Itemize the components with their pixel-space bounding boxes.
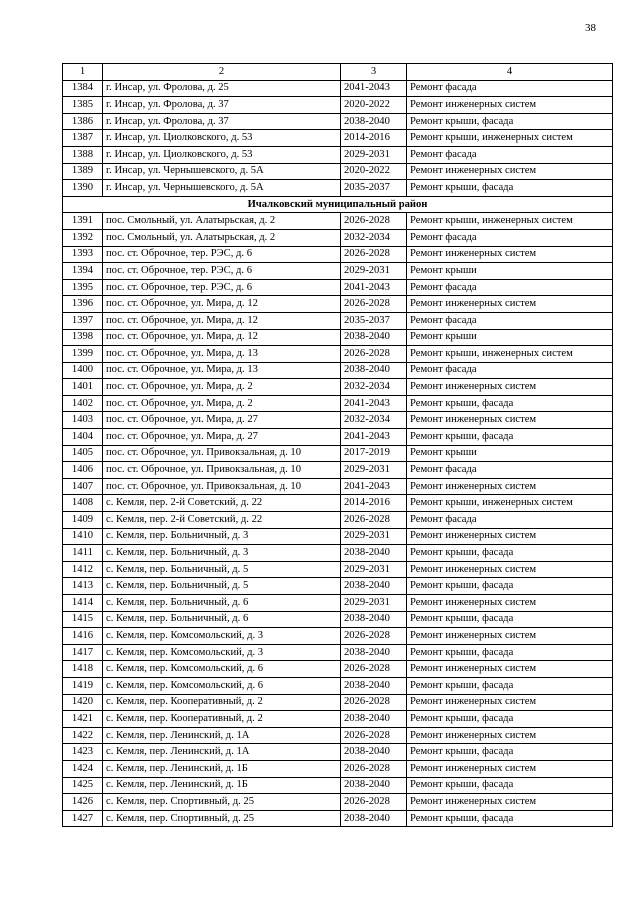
address-cell: пос. ст. Оброчное, ул. Мира, д. 12 [103, 312, 341, 329]
table-row [63, 346, 613, 363]
work-type-cell: Ремонт крыши, фасада [407, 429, 613, 446]
repair-schedule-table [62, 63, 613, 827]
table-row [63, 180, 613, 197]
row-number-cell: 1407 [63, 478, 103, 495]
period-cell: 2026-2028 [341, 246, 407, 263]
work-type-cell: Ремонт фасада [407, 146, 613, 163]
work-type-cell: Ремонт инженерных систем [407, 595, 613, 612]
row-number-cell: 1406 [63, 462, 103, 479]
period-cell: 2026-2028 [341, 628, 407, 645]
work-type-cell: Ремонт крыши, фасада [407, 545, 613, 562]
work-type-cell: Ремонт инженерных систем [407, 561, 613, 578]
period-cell: 2026-2028 [341, 512, 407, 529]
work-type-cell: Ремонт крыши, инженерных систем [407, 495, 613, 512]
period-cell: 2041-2043 [341, 279, 407, 296]
address-cell: пос. Смольный, ул. Алатырьская, д. 2 [103, 229, 341, 246]
address-cell: с. Кемля, пер. Больничный, д. 3 [103, 545, 341, 562]
row-number-cell: 1391 [63, 213, 103, 230]
table-row [63, 213, 613, 230]
table-row [63, 512, 613, 529]
address-cell: пос. ст. Оброчное, ул. Мира, д. 2 [103, 379, 341, 396]
address-cell: г. Инсар, ул. Циолковского, д. 53 [103, 130, 341, 147]
table-row [63, 810, 613, 827]
address-cell: с. Кемля, пер. Ленинский, д. 1Б [103, 760, 341, 777]
work-type-cell: Ремонт инженерных систем [407, 379, 613, 396]
row-number-cell: 1386 [63, 113, 103, 130]
period-cell: 2032-2034 [341, 412, 407, 429]
table-row [63, 478, 613, 495]
period-cell: 2026-2028 [341, 794, 407, 811]
address-cell: с. Кемля, пер. Комсомольский, д. 3 [103, 644, 341, 661]
section-title: Ичалковский муниципальный район [63, 196, 613, 213]
table-row [63, 379, 613, 396]
address-cell: с. Кемля, пер. Больничный, д. 6 [103, 595, 341, 612]
address-cell: пос. ст. Оброчное, ул. Привокзальная, д. 10 [103, 445, 341, 462]
work-type-cell: Ремонт крыши, фасада [407, 810, 613, 827]
period-cell: 2038-2040 [341, 810, 407, 827]
table-row [63, 677, 613, 694]
row-number-cell: 1415 [63, 611, 103, 628]
work-type-cell: Ремонт инженерных систем [407, 478, 613, 495]
row-number-cell: 1423 [63, 744, 103, 761]
period-cell: 2026-2028 [341, 727, 407, 744]
period-cell: 2032-2034 [341, 229, 407, 246]
row-number-cell: 1417 [63, 644, 103, 661]
work-type-cell: Ремонт крыши [407, 445, 613, 462]
table-row [63, 644, 613, 661]
table-row [63, 97, 613, 114]
table-row [63, 229, 613, 246]
work-type-cell: Ремонт крыши, фасада [407, 611, 613, 628]
row-number-cell: 1418 [63, 661, 103, 678]
period-cell: 2029-2031 [341, 146, 407, 163]
work-type-cell: Ремонт инженерных систем [407, 246, 613, 263]
address-cell: пос. ст. Оброчное, ул. Мира, д. 2 [103, 395, 341, 412]
row-number-cell: 1410 [63, 528, 103, 545]
row-number-cell: 1388 [63, 146, 103, 163]
row-number-cell: 1395 [63, 279, 103, 296]
row-number-cell: 1403 [63, 412, 103, 429]
row-number-cell: 1421 [63, 711, 103, 728]
row-number-cell: 1426 [63, 794, 103, 811]
period-cell: 2041-2043 [341, 429, 407, 446]
row-number-cell: 1408 [63, 495, 103, 512]
table-body [63, 64, 613, 827]
table-row [63, 130, 613, 147]
work-type-cell: Ремонт инженерных систем [407, 412, 613, 429]
address-cell: с. Кемля, пер. 2-й Советский, д. 22 [103, 512, 341, 529]
period-cell: 2041-2043 [341, 395, 407, 412]
period-cell: 2026-2028 [341, 661, 407, 678]
period-cell: 2038-2040 [341, 362, 407, 379]
address-cell: с. Кемля, пер. Больничный, д. 6 [103, 611, 341, 628]
row-number-cell: 1397 [63, 312, 103, 329]
address-cell: с. Кемля, пер. Комсомольский, д. 6 [103, 661, 341, 678]
row-number-cell: 1427 [63, 810, 103, 827]
table-row [63, 296, 613, 313]
work-type-cell: Ремонт фасада [407, 362, 613, 379]
table-row [63, 445, 613, 462]
row-number-cell: 1412 [63, 561, 103, 578]
column-number: 2 [103, 64, 341, 81]
table-row [63, 395, 613, 412]
period-cell: 2026-2028 [341, 296, 407, 313]
table-row [63, 760, 613, 777]
work-type-cell: Ремонт крыши, инженерных систем [407, 346, 613, 363]
work-type-cell: Ремонт крыши, фасада [407, 180, 613, 197]
row-number-cell: 1419 [63, 677, 103, 694]
row-number-cell: 1401 [63, 379, 103, 396]
row-number-cell: 1416 [63, 628, 103, 645]
address-cell: пос. ст. Оброчное, ул. Привокзальная, д. 10 [103, 462, 341, 479]
period-cell: 2041-2043 [341, 478, 407, 495]
work-type-cell: Ремонт инженерных систем [407, 628, 613, 645]
work-type-cell: Ремонт крыши, фасада [407, 711, 613, 728]
address-cell: г. Инсар, ул. Циолковского, д. 53 [103, 146, 341, 163]
period-cell: 2038-2040 [341, 644, 407, 661]
address-cell: пос. ст. Оброчное, ул. Мира, д. 13 [103, 362, 341, 379]
period-cell: 2038-2040 [341, 744, 407, 761]
table-row [63, 628, 613, 645]
address-cell: с. Кемля, пер. Ленинский, д. 1Б [103, 777, 341, 794]
period-cell: 2035-2037 [341, 312, 407, 329]
work-type-cell: Ремонт фасада [407, 229, 613, 246]
row-number-cell: 1425 [63, 777, 103, 794]
work-type-cell: Ремонт инженерных систем [407, 163, 613, 180]
table-row [63, 727, 613, 744]
row-number-cell: 1392 [63, 229, 103, 246]
period-cell: 2026-2028 [341, 346, 407, 363]
table-row [63, 794, 613, 811]
address-cell: с. Кемля, пер. Больничный, д. 3 [103, 528, 341, 545]
period-cell: 2026-2028 [341, 213, 407, 230]
table-row [63, 312, 613, 329]
table-row [63, 329, 613, 346]
column-number: 1 [63, 64, 103, 81]
address-cell: с. Кемля, пер. Больничный, д. 5 [103, 561, 341, 578]
row-number-cell: 1398 [63, 329, 103, 346]
work-type-cell: Ремонт инженерных систем [407, 727, 613, 744]
address-cell: с. Кемля, пер. Кооперативный, д. 2 [103, 694, 341, 711]
work-type-cell: Ремонт инженерных систем [407, 528, 613, 545]
table-row [63, 561, 613, 578]
column-number-row [63, 64, 613, 81]
period-cell: 2020-2022 [341, 163, 407, 180]
period-cell: 2029-2031 [341, 462, 407, 479]
period-cell: 2038-2040 [341, 611, 407, 628]
row-number-cell: 1400 [63, 362, 103, 379]
table-row [63, 545, 613, 562]
work-type-cell: Ремонт крыши [407, 263, 613, 280]
period-cell: 2038-2040 [341, 578, 407, 595]
period-cell: 2029-2031 [341, 528, 407, 545]
period-cell: 2035-2037 [341, 180, 407, 197]
work-type-cell: Ремонт инженерных систем [407, 661, 613, 678]
period-cell: 2026-2028 [341, 694, 407, 711]
column-number: 4 [407, 64, 613, 81]
table-row [63, 429, 613, 446]
address-cell: с. Кемля, пер. Больничный, д. 5 [103, 578, 341, 595]
row-number-cell: 1390 [63, 180, 103, 197]
table-row [63, 578, 613, 595]
work-type-cell: Ремонт крыши, фасада [407, 578, 613, 595]
period-cell: 2014-2016 [341, 130, 407, 147]
address-cell: пос. ст. Оброчное, ул. Мира, д. 27 [103, 412, 341, 429]
address-cell: пос. ст. Оброчное, ул. Мира, д. 12 [103, 329, 341, 346]
row-number-cell: 1409 [63, 512, 103, 529]
address-cell: пос. ст. Оброчное, тер. РЭС, д. 6 [103, 246, 341, 263]
row-number-cell: 1384 [63, 80, 103, 97]
row-number-cell: 1411 [63, 545, 103, 562]
work-type-cell: Ремонт крыши, фасада [407, 677, 613, 694]
page-number: 38 [585, 22, 596, 34]
address-cell: с. Кемля, пер. Комсомольский, д. 6 [103, 677, 341, 694]
work-type-cell: Ремонт крыши, фасада [407, 644, 613, 661]
address-cell: с. Кемля, пер. Ленинский, д. 1А [103, 727, 341, 744]
work-type-cell: Ремонт инженерных систем [407, 760, 613, 777]
work-type-cell: Ремонт фасада [407, 80, 613, 97]
work-type-cell: Ремонт крыши, фасада [407, 744, 613, 761]
period-cell: 2029-2031 [341, 595, 407, 612]
work-type-cell: Ремонт крыши, фасада [407, 113, 613, 130]
work-type-cell: Ремонт фасада [407, 512, 613, 529]
work-type-cell: Ремонт крыши, фасада [407, 395, 613, 412]
table-row [63, 595, 613, 612]
work-type-cell: Ремонт фасада [407, 462, 613, 479]
period-cell: 2038-2040 [341, 113, 407, 130]
row-number-cell: 1422 [63, 727, 103, 744]
table-row [63, 279, 613, 296]
address-cell: с. Кемля, пер. Спортивный, д. 25 [103, 794, 341, 811]
row-number-cell: 1420 [63, 694, 103, 711]
address-cell: г. Инсар, ул. Фролова, д. 25 [103, 80, 341, 97]
table-row [63, 744, 613, 761]
table-row [63, 528, 613, 545]
address-cell: с. Кемля, пер. Кооперативный, д. 2 [103, 711, 341, 728]
address-cell: г. Инсар, ул. Фролова, д. 37 [103, 113, 341, 130]
table-row [63, 163, 613, 180]
table-row [63, 495, 613, 512]
address-cell: с. Кемля, пер. 2-й Советский, д. 22 [103, 495, 341, 512]
work-type-cell: Ремонт инженерных систем [407, 794, 613, 811]
table-row [63, 263, 613, 280]
period-cell: 2020-2022 [341, 97, 407, 114]
row-number-cell: 1399 [63, 346, 103, 363]
address-cell: пос. ст. Оброчное, тер. РЭС, д. 6 [103, 279, 341, 296]
table-row [63, 146, 613, 163]
work-type-cell: Ремонт крыши, инженерных систем [407, 130, 613, 147]
work-type-cell: Ремонт крыши, инженерных систем [407, 213, 613, 230]
row-number-cell: 1385 [63, 97, 103, 114]
table-row [63, 694, 613, 711]
period-cell: 2029-2031 [341, 263, 407, 280]
address-cell: пос. ст. Оброчное, ул. Мира, д. 12 [103, 296, 341, 313]
work-type-cell: Ремонт крыши, фасада [407, 777, 613, 794]
period-cell: 2038-2040 [341, 545, 407, 562]
row-number-cell: 1404 [63, 429, 103, 446]
row-number-cell: 1387 [63, 130, 103, 147]
address-cell: с. Кемля, пер. Ленинский, д. 1А [103, 744, 341, 761]
period-cell: 2014-2016 [341, 495, 407, 512]
address-cell: г. Инсар, ул. Чернышевского, д. 5А [103, 163, 341, 180]
table-row [63, 80, 613, 97]
table-row [63, 711, 613, 728]
period-cell: 2041-2043 [341, 80, 407, 97]
work-type-cell: Ремонт фасада [407, 312, 613, 329]
period-cell: 2038-2040 [341, 677, 407, 694]
row-number-cell: 1414 [63, 595, 103, 612]
row-number-cell: 1396 [63, 296, 103, 313]
row-number-cell: 1402 [63, 395, 103, 412]
table-row [63, 462, 613, 479]
address-cell: пос. ст. Оброчное, ул. Привокзальная, д. 10 [103, 478, 341, 495]
table-row [63, 661, 613, 678]
period-cell: 2017-2019 [341, 445, 407, 462]
work-type-cell: Ремонт инженерных систем [407, 694, 613, 711]
address-cell: г. Инсар, ул. Чернышевского, д. 5А [103, 180, 341, 197]
period-cell: 2038-2040 [341, 777, 407, 794]
address-cell: пос. ст. Оброчное, тер. РЭС, д. 6 [103, 263, 341, 280]
table-row [63, 246, 613, 263]
address-cell: пос. ст. Оброчное, ул. Мира, д. 13 [103, 346, 341, 363]
row-number-cell: 1405 [63, 445, 103, 462]
period-cell: 2038-2040 [341, 329, 407, 346]
table-row [63, 412, 613, 429]
section-header-row [63, 196, 613, 213]
work-type-cell: Ремонт фасада [407, 279, 613, 296]
row-number-cell: 1413 [63, 578, 103, 595]
column-number: 3 [341, 64, 407, 81]
period-cell: 2029-2031 [341, 561, 407, 578]
table-row [63, 777, 613, 794]
row-number-cell: 1394 [63, 263, 103, 280]
address-cell: г. Инсар, ул. Фролова, д. 37 [103, 97, 341, 114]
work-type-cell: Ремонт крыши [407, 329, 613, 346]
address-cell: пос. ст. Оброчное, ул. Мира, д. 27 [103, 429, 341, 446]
row-number-cell: 1389 [63, 163, 103, 180]
work-type-cell: Ремонт инженерных систем [407, 296, 613, 313]
work-type-cell: Ремонт инженерных систем [407, 97, 613, 114]
table-row [63, 611, 613, 628]
row-number-cell: 1393 [63, 246, 103, 263]
address-cell: пос. Смольный, ул. Алатырьская, д. 2 [103, 213, 341, 230]
period-cell: 2038-2040 [341, 711, 407, 728]
table-row [63, 113, 613, 130]
period-cell: 2026-2028 [341, 760, 407, 777]
table-row [63, 362, 613, 379]
address-cell: с. Кемля, пер. Спортивный, д. 25 [103, 810, 341, 827]
address-cell: с. Кемля, пер. Комсомольский, д. 3 [103, 628, 341, 645]
row-number-cell: 1424 [63, 760, 103, 777]
period-cell: 2032-2034 [341, 379, 407, 396]
